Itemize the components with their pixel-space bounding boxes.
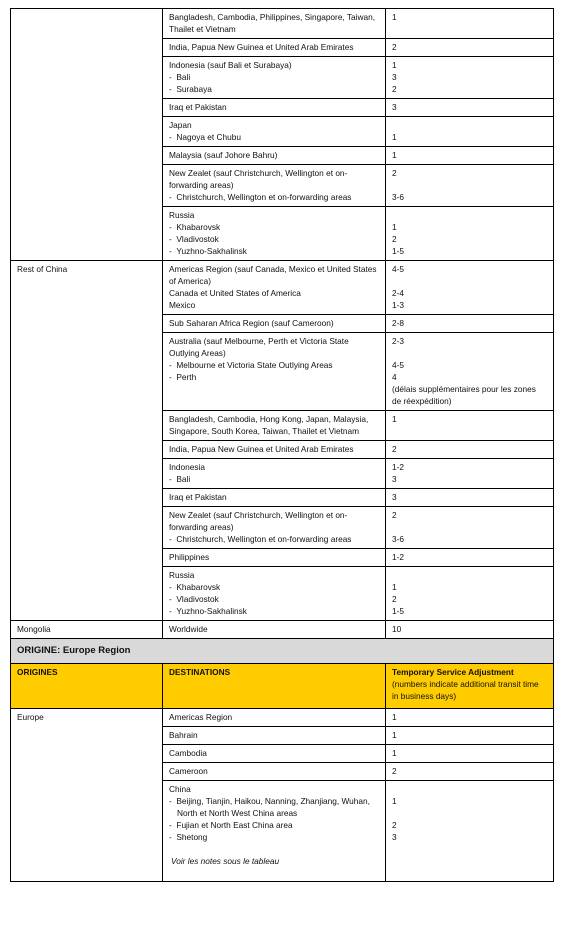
table-row — [11, 147, 554, 165]
destination-cell — [163, 709, 386, 727]
header-adjustment-note: (numbers indicate additional transit time in business days) — [392, 679, 539, 701]
destination-cell — [163, 727, 386, 745]
table-body-europe-section — [11, 639, 554, 709]
destination-cell — [163, 489, 386, 507]
table-row — [11, 763, 554, 781]
header-origins: ORIGINES — [11, 664, 163, 709]
table-row — [11, 621, 554, 639]
origin-cell — [11, 9, 163, 39]
adjustment-value — [392, 521, 547, 533]
table-row — [11, 441, 554, 459]
destination-item: Russia — [169, 210, 195, 220]
origin-cell — [11, 165, 163, 207]
adjustment-value: 1 — [392, 730, 397, 740]
destination-item: Cambodia — [169, 748, 207, 758]
destination-item: India, Papua New Guinea et United Arab Emirates — [169, 444, 354, 454]
service-adjustment-table — [10, 8, 554, 882]
adjustment-value: 2-3 — [392, 336, 404, 346]
origin-label: Mongolia — [17, 624, 51, 634]
destination-cell — [163, 117, 386, 147]
destination-cell — [163, 459, 386, 489]
adjustment-value — [392, 347, 547, 359]
destination-cell — [163, 147, 386, 165]
table-row — [11, 39, 554, 57]
adjustment-cell — [386, 315, 554, 333]
adjustment-cell — [386, 411, 554, 441]
table-row — [11, 261, 554, 315]
origin-cell — [11, 709, 163, 727]
adjustment-value — [392, 179, 547, 191]
table-row — [11, 781, 554, 882]
table-body-asia — [11, 9, 554, 639]
destination-subitem: - Surabaya — [169, 83, 379, 95]
adjustment-value: 3 — [392, 72, 397, 82]
origin-cell — [11, 727, 163, 745]
origin-cell — [11, 459, 163, 489]
adjustment-value: 1 — [392, 12, 397, 22]
adjustment-value — [392, 569, 547, 581]
destination-cell — [163, 261, 386, 315]
adjustment-cell — [386, 727, 554, 745]
destination-subitem: - Khabarovsk — [169, 221, 379, 233]
destination-cell — [163, 315, 386, 333]
destination-item: Bangladesh, Cambodia, Philippines, Singapore, Taiwan, Thailet et Vietnam — [169, 12, 376, 34]
adjustment-cell — [386, 9, 554, 39]
destination-subitem: - Nagoya et Chubu — [169, 131, 379, 143]
adjustment-value: 2-8 — [392, 318, 404, 328]
adjustment-cell — [386, 165, 554, 207]
destination-subitem: - Christchurch, Wellington et on-forwarding areas — [169, 533, 379, 545]
origin-cell — [11, 57, 163, 99]
adjustment-value: 4-5 — [392, 360, 404, 370]
destination-item: Australia (sauf Melbourne, Perth et Victoria State Outlying Areas) — [169, 336, 349, 358]
adjustment-value: 3 — [392, 102, 397, 112]
adjustment-value: 3 — [392, 832, 397, 842]
adjustment-value: 1-2 — [392, 552, 404, 562]
adjustment-value: 1 — [392, 796, 397, 806]
table-row — [11, 333, 554, 411]
adjustment-value: 3 — [392, 474, 397, 484]
destination-subitem: - Bali — [169, 473, 379, 485]
adjustment-value: 2 — [392, 234, 397, 244]
origin-cell — [11, 99, 163, 117]
destination-item: Worldwide — [169, 624, 208, 634]
destination-item: Indonesia — [169, 462, 205, 472]
adjustment-value: 1 — [392, 582, 397, 592]
origin-cell — [11, 781, 163, 882]
destination-subitem: - Bali — [169, 71, 379, 83]
destination-cell — [163, 333, 386, 411]
adjustment-value — [392, 783, 547, 795]
adjustment-cell — [386, 57, 554, 99]
adjustment-cell — [386, 709, 554, 727]
adjustment-value: 1-5 — [392, 246, 404, 256]
destination-subitem: - Melbourne et Victoria State Outlying Areas — [169, 359, 379, 371]
header-adjustment-title: Temporary Service Adjustment — [392, 667, 514, 677]
destination-cell — [163, 781, 386, 882]
adjustment-value: 1 — [392, 60, 397, 70]
adjustment-value: 2 — [392, 510, 397, 520]
destination-item: China — [169, 784, 191, 794]
adjustment-cell — [386, 261, 554, 315]
adjustment-value: 3 — [392, 492, 397, 502]
adjustment-value: 1 — [392, 414, 397, 424]
adjustment-cell — [386, 207, 554, 261]
origin-cell — [11, 621, 163, 639]
adjustment-cell — [386, 507, 554, 549]
table-row — [11, 549, 554, 567]
origin-cell — [11, 441, 163, 459]
destination-item: Russia — [169, 570, 195, 580]
origin-cell — [11, 411, 163, 441]
destination-subitem: - Shetong — [169, 831, 379, 843]
adjustment-value: 2-4 — [392, 288, 404, 298]
destination-cell — [163, 411, 386, 441]
adjustment-value — [392, 275, 547, 287]
origin-cell — [11, 261, 163, 315]
adjustment-value — [392, 209, 547, 221]
destination-subitem: - Vladivostok — [169, 233, 379, 245]
destination-item: Americas Region (sauf Canada, Mexico et United States of America) — [169, 264, 377, 286]
destination-item: Japan — [169, 120, 192, 130]
destination-item: Indonesia (sauf Bali et Surabaya) — [169, 60, 292, 70]
header-adjustment — [386, 664, 554, 709]
adjustment-cell — [386, 117, 554, 147]
origin-cell — [11, 207, 163, 261]
adjustment-value: 2 — [392, 168, 397, 178]
origin-label: Rest of China — [17, 264, 68, 274]
destination-cell — [163, 507, 386, 549]
section-title: ORIGINE: Europe Region — [11, 639, 554, 664]
destination-subitem: - Yuzhno-Sakhalinsk — [169, 605, 379, 617]
destination-item: Iraq et Pakistan — [169, 102, 227, 112]
table-row — [11, 99, 554, 117]
adjustment-value: 1 — [392, 748, 397, 758]
adjustment-cell — [386, 763, 554, 781]
adjustment-cell — [386, 549, 554, 567]
table-row — [11, 9, 554, 39]
spacer — [169, 843, 379, 855]
adjustment-value: 4-5 — [392, 264, 404, 274]
destination-item: Americas Region — [169, 712, 233, 722]
table-row — [11, 315, 554, 333]
origin-cell — [11, 489, 163, 507]
adjustment-cell — [386, 489, 554, 507]
adjustment-value: 10 — [392, 624, 402, 634]
adjustment-cell — [386, 99, 554, 117]
destination-item: Bahrain — [169, 730, 198, 740]
destination-item: Malaysia (sauf Johore Bahru) — [169, 150, 278, 160]
table-row — [11, 507, 554, 549]
adjustment-value: 2 — [392, 42, 397, 52]
origin-cell — [11, 549, 163, 567]
adjustment-value — [392, 807, 547, 819]
adjustment-cell — [386, 567, 554, 621]
section-header-row — [11, 639, 554, 664]
adjustment-value: 1-2 — [392, 462, 404, 472]
destination-item: Mexico — [169, 300, 196, 310]
adjustment-value: (délais supplémentaires pour les zones de réexpédition) — [392, 384, 536, 406]
destination-cell — [163, 207, 386, 261]
origin-cell — [11, 147, 163, 165]
destination-subitem: - Yuzhno-Sakhalinsk — [169, 245, 379, 257]
destination-cell — [163, 549, 386, 567]
column-header-row — [11, 664, 554, 709]
origin-cell — [11, 745, 163, 763]
destination-item: Canada et United States of America — [169, 288, 301, 298]
adjustment-value: 1 — [392, 222, 397, 232]
destination-item: Sub Saharan Africa Region (sauf Cameroon) — [169, 318, 334, 328]
destination-cell — [163, 99, 386, 117]
table-row — [11, 165, 554, 207]
destination-cell — [163, 441, 386, 459]
destination-cell — [163, 39, 386, 57]
destination-item: Philippines — [169, 552, 210, 562]
destination-cell — [163, 57, 386, 99]
destination-item: India, Papua New Guinea et United Arab Emirates — [169, 42, 354, 52]
origin-cell — [11, 763, 163, 781]
destination-subitem: - Vladivostok — [169, 593, 379, 605]
destination-cell — [163, 763, 386, 781]
destination-item: New Zealet (sauf Christchurch, Wellington et on-forwarding areas) — [169, 168, 348, 190]
destination-subitem: - Christchurch, Wellington et on-forwarding areas — [169, 191, 379, 203]
adjustment-cell — [386, 459, 554, 489]
destination-subitem: - Beijing, Tianjin, Haikou, Nanning, Zhanjiang, Wuhan, North et North West China areas — [169, 795, 379, 819]
table-row — [11, 567, 554, 621]
adjustment-value: 2 — [392, 766, 397, 776]
origin-cell — [11, 315, 163, 333]
destination-cell — [163, 745, 386, 763]
table-row — [11, 745, 554, 763]
destination-cell — [163, 9, 386, 39]
destination-item: Bangladesh, Cambodia, Hong Kong, Japan, Malaysia, Singapore, South Korea, Taiwan, Thailet et Vietnam — [169, 414, 369, 436]
table-row — [11, 709, 554, 727]
adjustment-cell — [386, 621, 554, 639]
adjustment-cell — [386, 147, 554, 165]
adjustment-value: 2 — [392, 594, 397, 604]
footnote-text: Voir les notes sous le tableau — [171, 856, 280, 866]
adjustment-cell — [386, 39, 554, 57]
table-row — [11, 207, 554, 261]
destination-subitem: - Khabarovsk — [169, 581, 379, 593]
adjustment-cell — [386, 441, 554, 459]
table-body-europe — [11, 709, 554, 882]
origin-cell — [11, 117, 163, 147]
adjustment-value: 2 — [392, 444, 397, 454]
adjustment-value: 1 — [392, 150, 397, 160]
adjustment-value: 2 — [392, 84, 397, 94]
adjustment-cell — [386, 333, 554, 411]
table-row — [11, 459, 554, 489]
origin-cell — [11, 333, 163, 411]
destination-cell — [163, 567, 386, 621]
adjustment-value: 1-5 — [392, 606, 404, 616]
adjustment-value — [392, 119, 547, 131]
adjustment-value: 2 — [392, 820, 397, 830]
destination-cell — [163, 621, 386, 639]
adjustment-value: 4 — [392, 372, 397, 382]
adjustment-cell — [386, 781, 554, 882]
destination-subitem: - Fujian et North East China area — [169, 819, 379, 831]
origin-label: Europe — [17, 712, 44, 722]
destination-cell — [163, 165, 386, 207]
adjustment-value: 3-6 — [392, 192, 404, 202]
adjustment-cell — [386, 745, 554, 763]
origin-cell — [11, 507, 163, 549]
adjustment-value: 1 — [392, 712, 397, 722]
origin-cell — [11, 567, 163, 621]
table-row — [11, 117, 554, 147]
table-row — [11, 727, 554, 745]
destination-subitem: - Perth — [169, 371, 379, 383]
origin-cell — [11, 39, 163, 57]
header-destinations: DESTINATIONS — [163, 664, 386, 709]
table-row — [11, 411, 554, 441]
table-row — [11, 57, 554, 99]
adjustment-value: 3-6 — [392, 534, 404, 544]
destination-item: Iraq et Pakistan — [169, 492, 227, 502]
destination-item: Cameroon — [169, 766, 208, 776]
destination-item: New Zealet (sauf Christchurch, Wellington et on-forwarding areas) — [169, 510, 348, 532]
adjustment-value: 1 — [392, 132, 397, 142]
adjustment-value: 1-3 — [392, 300, 404, 310]
table-row — [11, 489, 554, 507]
